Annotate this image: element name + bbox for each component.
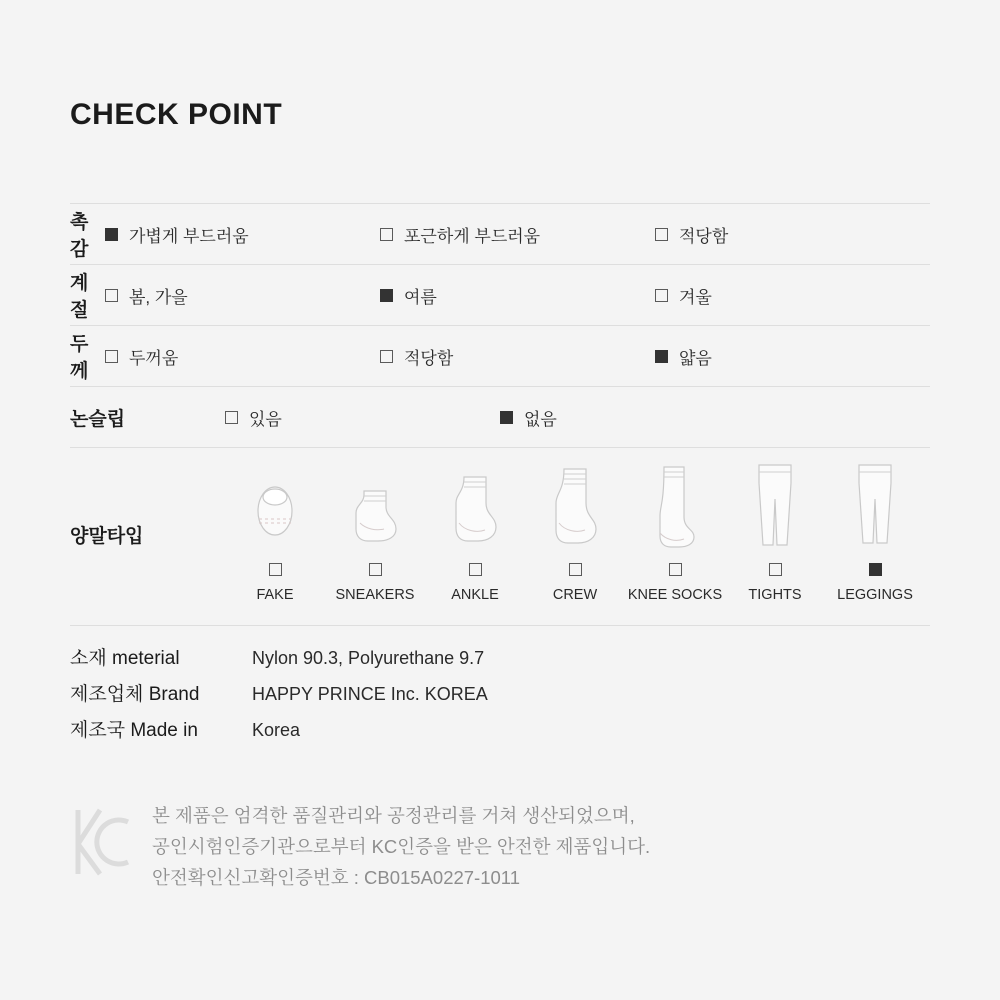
spec-row xyxy=(70,715,930,751)
leggings-icon xyxy=(825,465,925,549)
spec-key: 소재 meterial xyxy=(70,648,180,669)
option-label: 있음 xyxy=(249,409,282,429)
option-item[interactable] xyxy=(380,283,655,308)
knee-sock-icon xyxy=(625,465,725,549)
checkbox-icon[interactable] xyxy=(105,350,118,363)
sock-option-sneakers[interactable] xyxy=(325,465,425,603)
page-title: CHECK POINT xyxy=(70,98,283,131)
option-item[interactable] xyxy=(380,344,655,369)
option-label: 적당함 xyxy=(404,348,454,368)
option-group xyxy=(225,405,930,430)
checkbox-icon[interactable] xyxy=(269,563,282,576)
ankle-sock-icon xyxy=(425,465,525,549)
option-item[interactable] xyxy=(500,405,775,430)
option-item[interactable] xyxy=(655,344,930,369)
sock-option-label: CREW xyxy=(552,587,598,603)
sneakers-sock-icon xyxy=(325,465,425,549)
spec-key: 제조업체 Brand xyxy=(70,684,200,705)
option-label: 여름 xyxy=(404,287,437,307)
sock-option-leggings[interactable] xyxy=(825,465,925,603)
sock-option-label: KNEE SOCKS xyxy=(627,587,723,603)
option-item[interactable] xyxy=(655,222,930,247)
checkbox-icon[interactable] xyxy=(769,563,782,576)
option-label: 두꺼움 xyxy=(129,348,179,368)
sock-option-knee-socks[interactable] xyxy=(625,465,725,603)
sock-option-fake[interactable] xyxy=(225,465,325,603)
sock-option-label: SNEAKERS xyxy=(335,587,415,603)
checkbox-icon[interactable] xyxy=(669,563,682,576)
option-item[interactable] xyxy=(105,283,380,308)
checkbox-checked-icon[interactable] xyxy=(380,289,393,302)
checkbox-icon[interactable] xyxy=(380,350,393,363)
option-label: 포근하게 부드러움 xyxy=(404,226,541,246)
spec-row xyxy=(70,679,930,715)
spec-row xyxy=(70,643,930,679)
fake-sock-icon xyxy=(225,465,325,549)
option-group xyxy=(105,283,930,308)
checkbox-icon[interactable] xyxy=(569,563,582,576)
table-row xyxy=(70,203,930,264)
option-item[interactable] xyxy=(105,344,380,369)
sock-type-row xyxy=(70,447,930,620)
spec-list xyxy=(70,625,930,751)
kc-certification-block xyxy=(70,800,650,893)
table-row xyxy=(70,264,930,325)
kc-line-3: 안전확인신고확인증번호 : CB015A0227-1011 xyxy=(152,867,521,888)
checkbox-checked-icon[interactable] xyxy=(105,228,118,241)
option-group xyxy=(105,344,930,369)
sock-option-label: LEGGINGS xyxy=(837,587,913,603)
sock-option-label: FAKE xyxy=(256,587,294,603)
sock-option-tights[interactable] xyxy=(725,465,825,603)
option-item[interactable] xyxy=(380,222,655,247)
option-label: 가볍게 부드러움 xyxy=(129,226,249,246)
checkbox-checked-icon[interactable] xyxy=(655,350,668,363)
checkbox-icon[interactable] xyxy=(655,228,668,241)
option-label: 적당함 xyxy=(679,226,729,246)
checkbox-icon[interactable] xyxy=(369,563,382,576)
sock-type-options xyxy=(225,465,930,603)
spec-value: Korea xyxy=(252,720,301,740)
spec-value: Nylon 90.3, Polyurethane 9.7 xyxy=(252,648,485,668)
option-label: 봄, 가을 xyxy=(129,287,188,307)
sock-option-label: ANKLE xyxy=(451,587,499,603)
option-label: 얇음 xyxy=(679,348,712,368)
sock-option-ankle[interactable] xyxy=(425,465,525,603)
checkbox-checked-icon[interactable] xyxy=(869,563,882,576)
table-row xyxy=(70,386,930,447)
spec-key: 제조국 Made in xyxy=(70,720,198,741)
kc-line-2: 공인시험인증기관으로부터 KC인증을 받은 안전한 제품입니다. xyxy=(152,836,651,857)
row-label: 계절 xyxy=(70,273,89,321)
sock-type-label: 양말타입 xyxy=(70,525,144,547)
kc-line-1: 본 제품은 엄격한 품질관리와 공정관리를 거쳐 생산되었으며, xyxy=(152,805,635,826)
checkbox-icon[interactable] xyxy=(469,563,482,576)
checkbox-icon[interactable] xyxy=(105,289,118,302)
kc-certification-text xyxy=(152,800,650,893)
option-label: 겨울 xyxy=(679,287,712,307)
sock-option-crew[interactable] xyxy=(525,465,625,603)
kc-certification-logo xyxy=(70,806,132,878)
option-item[interactable] xyxy=(225,405,500,430)
sock-option-label: TIGHTS xyxy=(748,587,802,603)
checkbox-checked-icon[interactable] xyxy=(500,411,513,424)
checkbox-icon[interactable] xyxy=(225,411,238,424)
row-label: 논슬립 xyxy=(70,408,126,430)
option-label: 없음 xyxy=(524,409,557,429)
row-label: 두께 xyxy=(70,334,89,382)
table-row xyxy=(70,325,930,386)
option-item[interactable] xyxy=(105,222,380,247)
checkbox-icon[interactable] xyxy=(380,228,393,241)
option-group xyxy=(105,222,930,247)
spec-value: HAPPY PRINCE Inc. KOREA xyxy=(252,684,488,704)
crew-sock-icon xyxy=(525,465,625,549)
row-label: 촉감 xyxy=(70,212,89,260)
checkbox-icon[interactable] xyxy=(655,289,668,302)
tights-icon xyxy=(725,465,825,549)
checkpoint-table xyxy=(70,203,930,620)
option-item[interactable] xyxy=(655,283,930,308)
